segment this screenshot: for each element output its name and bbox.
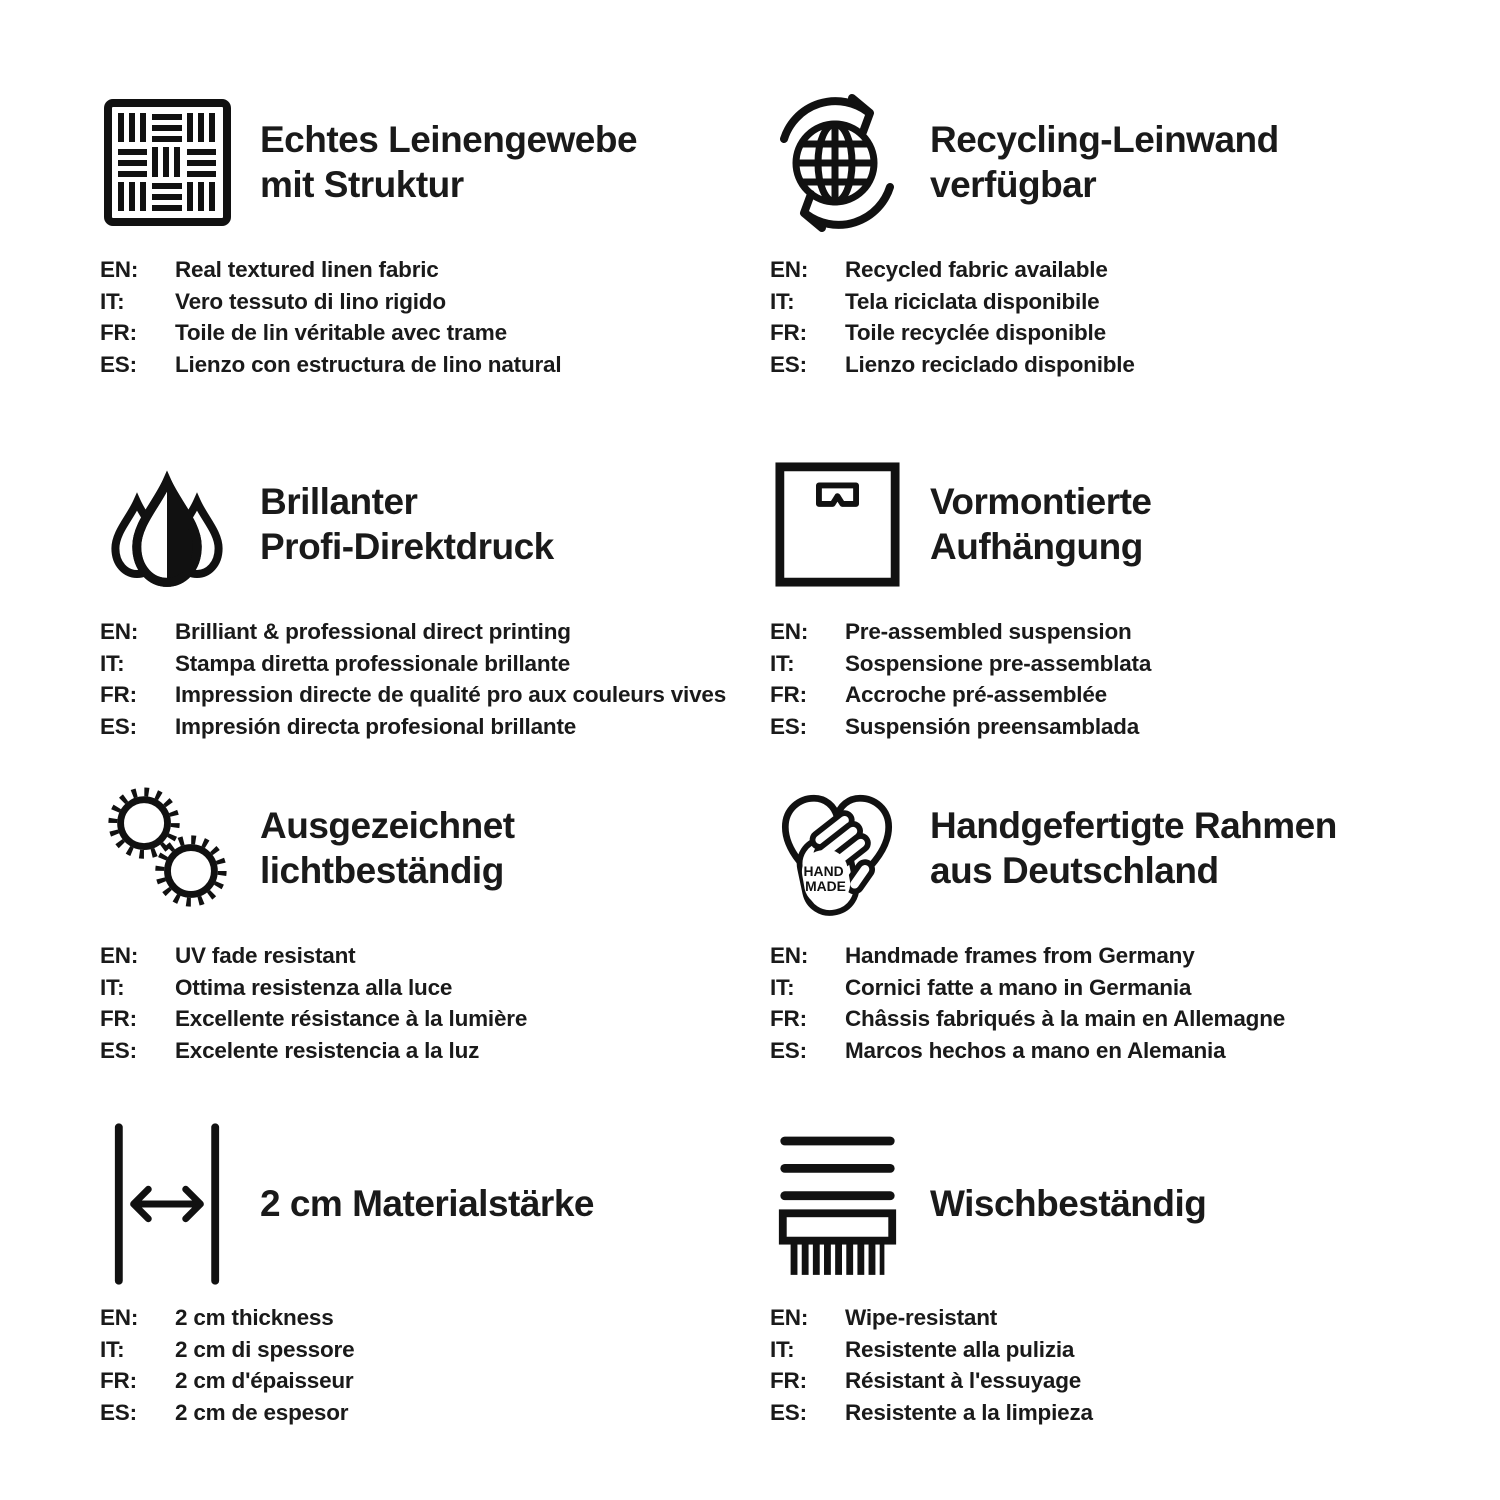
translation-it: 2 cm di spessore [175, 1336, 355, 1362]
translation-row-es [770, 349, 1470, 381]
feature-title-line-1: Ausgezeichnet [260, 804, 515, 846]
feature-direct-printing [100, 448, 770, 772]
lang-label-es: ES: [100, 713, 137, 739]
translation-fr: Toile de lin véritable avec trame [175, 320, 507, 345]
feature-header [100, 772, 770, 924]
translation-it: Stampa diretta professionale brillante [175, 650, 571, 676]
translation-row-fr [100, 1365, 770, 1397]
lang-label-fr: FR: [770, 682, 807, 707]
feature-title [260, 1181, 594, 1226]
translation-es: 2 cm de espesor [175, 1399, 349, 1425]
lang-label-it: IT: [100, 288, 125, 314]
feature-title-line-2: lichtbeständig [260, 850, 504, 891]
translation-row-fr [770, 317, 1470, 349]
lang-label-es: ES: [100, 1399, 137, 1425]
translation-en: 2 cm thickness [175, 1305, 334, 1330]
lang-label-en: EN: [100, 943, 139, 968]
feature-title [930, 1181, 1206, 1226]
lang-label-en: EN: [770, 943, 809, 968]
translation-fr: Toile recyclée disponible [845, 320, 1106, 345]
translation-row-es [770, 711, 1470, 743]
translation-fr: Impression directe de qualité pro aux couleurs vives [175, 682, 727, 707]
translations [770, 254, 1470, 380]
translation-row-fr [100, 1003, 770, 1035]
translation-row-en [770, 940, 1470, 972]
translations [100, 940, 770, 1066]
handmade-heart-icon [770, 780, 904, 916]
translation-es: Marcos hechos a mano en Alemania [845, 1037, 1226, 1063]
translation-row-fr [100, 317, 770, 349]
feature-header [770, 1118, 1470, 1290]
translation-row-it [100, 972, 770, 1004]
feature-title-line-2: verfügbar [930, 164, 1097, 205]
lang-label-en: EN: [770, 257, 809, 282]
feature-real-linen [100, 86, 770, 448]
lang-label-it: IT: [770, 288, 795, 314]
linen-weave-pattern [104, 99, 231, 226]
translation-en: Wipe-resistant [845, 1305, 998, 1330]
feature-title-line-1: 2 cm Materialstärke [260, 1183, 594, 1225]
translation-row-es [100, 1397, 770, 1429]
feature-title [260, 479, 554, 569]
lang-label-it: IT: [770, 1336, 795, 1362]
canvas-hanger-icon [770, 461, 904, 588]
feature-header [100, 448, 770, 600]
recycling-globe-icon [770, 86, 904, 238]
lang-label-es: ES: [770, 351, 807, 377]
translations [770, 1302, 1470, 1428]
translation-row-en [770, 616, 1470, 648]
translation-row-es [100, 349, 770, 381]
translation-row-en [100, 1302, 770, 1334]
handmade-icon-text-1: HAND [803, 862, 844, 879]
translation-it: Sospensione pre-assemblata [845, 650, 1152, 676]
lang-label-fr: FR: [100, 320, 137, 345]
material-thickness-icon [100, 1119, 234, 1289]
translation-it: Vero tessuto di lino rigido [175, 288, 446, 314]
lang-label-fr: FR: [100, 682, 137, 707]
translation-es: Impresión directa profesional brillante [175, 713, 577, 739]
lang-label-en: EN: [770, 1305, 809, 1330]
translation-row-it [100, 648, 770, 680]
ink-drops-icon [100, 448, 234, 600]
translation-en: Real textured linen fabric [175, 257, 439, 282]
feature-title-line-1: Wischbeständig [930, 1183, 1207, 1225]
lang-label-en: EN: [770, 619, 809, 644]
feature-header [100, 1118, 770, 1290]
lang-label-es: ES: [100, 351, 137, 377]
lang-label-en: EN: [100, 257, 139, 282]
lang-label-it: IT: [770, 650, 795, 676]
translation-row-en [100, 940, 770, 972]
translation-fr: Excellente résistance à la lumière [175, 1006, 528, 1031]
translation-row-en [770, 1302, 1470, 1334]
translation-fr: Accroche pré-assemblée [845, 682, 1107, 707]
translations [100, 1302, 770, 1428]
translation-it: Resistente alla pulizia [845, 1336, 1075, 1362]
translations [100, 254, 770, 380]
translation-it: Ottima resistenza alla luce [175, 974, 453, 1000]
feature-title-line-1: Vormontierte [930, 480, 1152, 522]
translation-es: Resistente a la limpieza [845, 1399, 1093, 1425]
translation-en: Brilliant & professional direct printing [175, 619, 571, 644]
lang-label-fr: FR: [100, 1006, 137, 1031]
feature-header [770, 772, 1470, 924]
lang-label-es: ES: [100, 1037, 137, 1063]
feature-title-line-1: Echtes Leinengewebe [260, 118, 638, 160]
feature-title [930, 479, 1152, 569]
handmade-icon-text-2: MADE [805, 878, 846, 895]
translation-row-es [770, 1397, 1470, 1429]
feature-title [930, 803, 1337, 893]
lang-label-fr: FR: [770, 1006, 807, 1031]
translation-es: Lienzo con estructura de lino natural [175, 351, 562, 377]
lang-label-it: IT: [100, 650, 125, 676]
translation-row-it [770, 1334, 1470, 1366]
translation-row-es [770, 1035, 1470, 1067]
translations [770, 616, 1470, 742]
feature-title [260, 803, 515, 893]
translation-en: UV fade resistant [175, 943, 356, 968]
feature-title [260, 117, 637, 207]
lang-label-it: IT: [770, 974, 795, 1000]
translation-row-it [100, 286, 770, 318]
translation-row-fr [770, 1003, 1470, 1035]
lang-label-fr: FR: [770, 320, 807, 345]
translations [770, 940, 1470, 1066]
wipe-brush-icon [770, 1131, 904, 1278]
feature-title [930, 117, 1279, 207]
translation-row-en [770, 254, 1470, 286]
translation-it: Tela riciclata disponibile [845, 288, 1100, 314]
lang-label-it: IT: [100, 1336, 125, 1362]
translation-es: Suspensión preensamblada [845, 713, 1140, 739]
lang-label-en: EN: [100, 1305, 139, 1330]
feature-title-line-1: Handgefertigte Rahmen [930, 804, 1337, 846]
translation-en: Handmade frames from Germany [845, 943, 1195, 968]
translation-en: Pre-assembled suspension [845, 619, 1132, 644]
feature-title-line-1: Recycling-Leinwand [930, 118, 1279, 160]
translation-row-it [100, 1334, 770, 1366]
translation-en: Recycled fabric available [845, 257, 1108, 282]
feature-suspension [770, 448, 1470, 772]
translation-es: Lienzo reciclado disponible [845, 351, 1135, 377]
translation-fr: Résistant à l'essuyage [845, 1368, 1082, 1393]
uv-resistance-suns-icon [100, 785, 234, 912]
translation-row-it [770, 648, 1470, 680]
translation-es: Excelente resistencia a la luz [175, 1037, 480, 1063]
feature-title-line-2: aus Deutschland [930, 850, 1219, 891]
translation-row-fr [770, 679, 1470, 711]
translation-row-it [770, 286, 1470, 318]
lang-label-fr: FR: [100, 1368, 137, 1393]
feature-header [100, 86, 770, 238]
translation-row-fr [770, 1365, 1470, 1397]
linen-weave-icon [100, 99, 234, 226]
lang-label-en: EN: [100, 619, 139, 644]
lang-label-es: ES: [770, 1399, 807, 1425]
svg-text:HAND MADE [804, 863, 848, 894]
lang-label-fr: FR: [770, 1368, 807, 1393]
feature-material-thickness [100, 1118, 770, 1500]
translation-fr: 2 cm d'épaisseur [175, 1368, 354, 1393]
feature-recycled-canvas [770, 86, 1470, 448]
lang-label-es: ES: [770, 713, 807, 739]
translation-row-fr [100, 679, 770, 711]
translation-it: Cornici fatte a mano in Germania [845, 974, 1192, 1000]
feature-title-line-2: mit Struktur [260, 164, 464, 205]
feature-handmade-frames [770, 772, 1470, 1118]
lang-label-es: ES: [770, 1037, 807, 1063]
translation-row-it [770, 972, 1470, 1004]
translation-row-en [100, 254, 770, 286]
translation-row-es [100, 1035, 770, 1067]
feature-wipe-resistant [770, 1118, 1470, 1500]
translation-row-en [100, 616, 770, 648]
feature-title-line-1: Brillanter [260, 480, 418, 522]
translation-row-es [100, 711, 770, 743]
feature-light-resistance [100, 772, 770, 1118]
feature-header [770, 448, 1470, 600]
feature-title-line-2: Aufhängung [930, 526, 1143, 567]
feature-title-line-2: Profi-Direktdruck [260, 526, 554, 567]
lang-label-it: IT: [100, 974, 125, 1000]
translations [100, 616, 770, 742]
translation-fr: Châssis fabriqués à la main en Allemagne [845, 1006, 1286, 1031]
feature-header [770, 86, 1470, 238]
